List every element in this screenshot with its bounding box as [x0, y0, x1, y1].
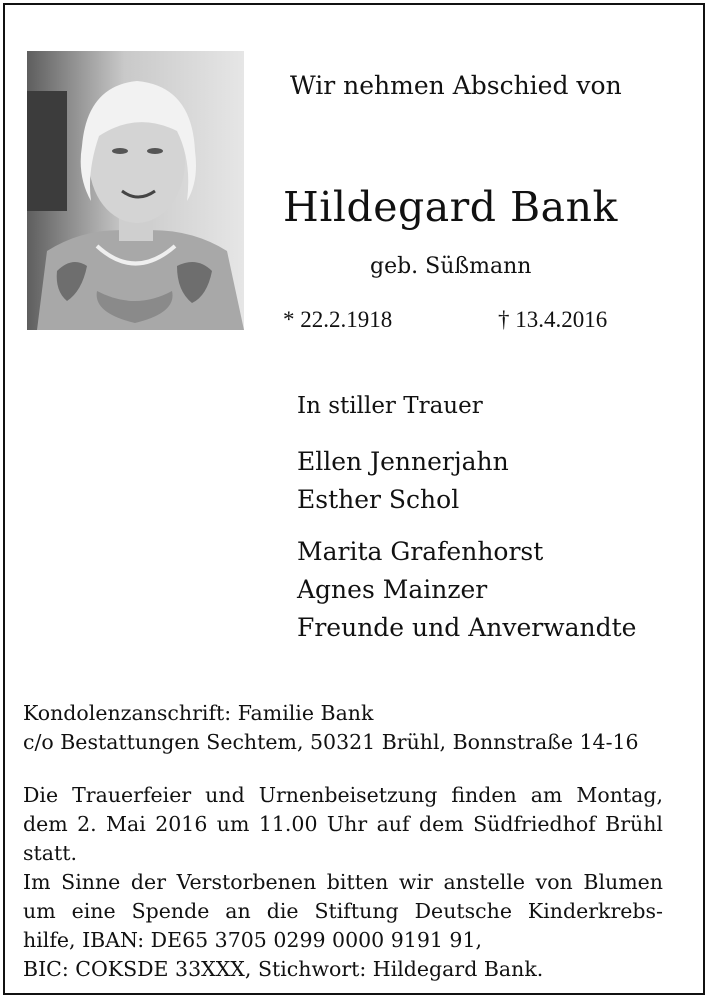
- mourner-name: Ellen Jennerjahn: [297, 447, 509, 476]
- portrait-photo: [27, 51, 244, 330]
- donation-line: Im Sinne der Verstorbenen bitten wir anstelle von Blumen: [23, 870, 663, 894]
- death-date: † 13.4.2016: [498, 307, 608, 332]
- mourning-heading: In stiller Trauer: [297, 393, 483, 419]
- ceremony-line: dem 2. Mai 2016 um 11.00 Uhr auf dem Südfriedhof Brühl: [23, 812, 663, 836]
- mourner-name: Esther Schol: [297, 485, 460, 514]
- mourner-name: Marita Grafenhorst: [297, 537, 544, 566]
- mourner-name: Agnes Mainzer: [297, 575, 488, 604]
- birth-date: * 22.2.1918: [283, 307, 393, 332]
- intro-text: Wir nehmen Abschied von: [290, 71, 622, 100]
- condolence-line: Kondolenzanschrift: Familie Bank: [23, 701, 374, 725]
- donation-line: hilfe, IBAN: DE65 3705 0299 0000 9191 91,: [23, 928, 483, 952]
- mourner-name: Freunde und Anverwandte: [297, 613, 637, 642]
- condolence-address: [23, 699, 639, 757]
- mourners-group-2: [297, 533, 636, 647]
- birth-name: geb. Süßmann: [370, 254, 532, 279]
- condolence-line: c/o Bestattungen Sechtem, 50321 Brühl, Bonnstraße 14-16: [23, 730, 639, 754]
- deceased-name: Hildegard Bank: [283, 183, 618, 231]
- donation-line: um eine Spende an die Stiftung Deutsche Kinderkrebs-: [23, 899, 663, 923]
- ceremony-line: statt.: [23, 841, 77, 865]
- ceremony-and-donation-text: [23, 781, 663, 984]
- donation-line: BIC: COKSDE 33XXX, Stichwort: Hildegard Bank.: [23, 957, 544, 981]
- ceremony-line: Die Trauerfeier und Urnenbeisetzung finden am Montag,: [23, 783, 663, 807]
- mourners-group-1: [297, 443, 509, 519]
